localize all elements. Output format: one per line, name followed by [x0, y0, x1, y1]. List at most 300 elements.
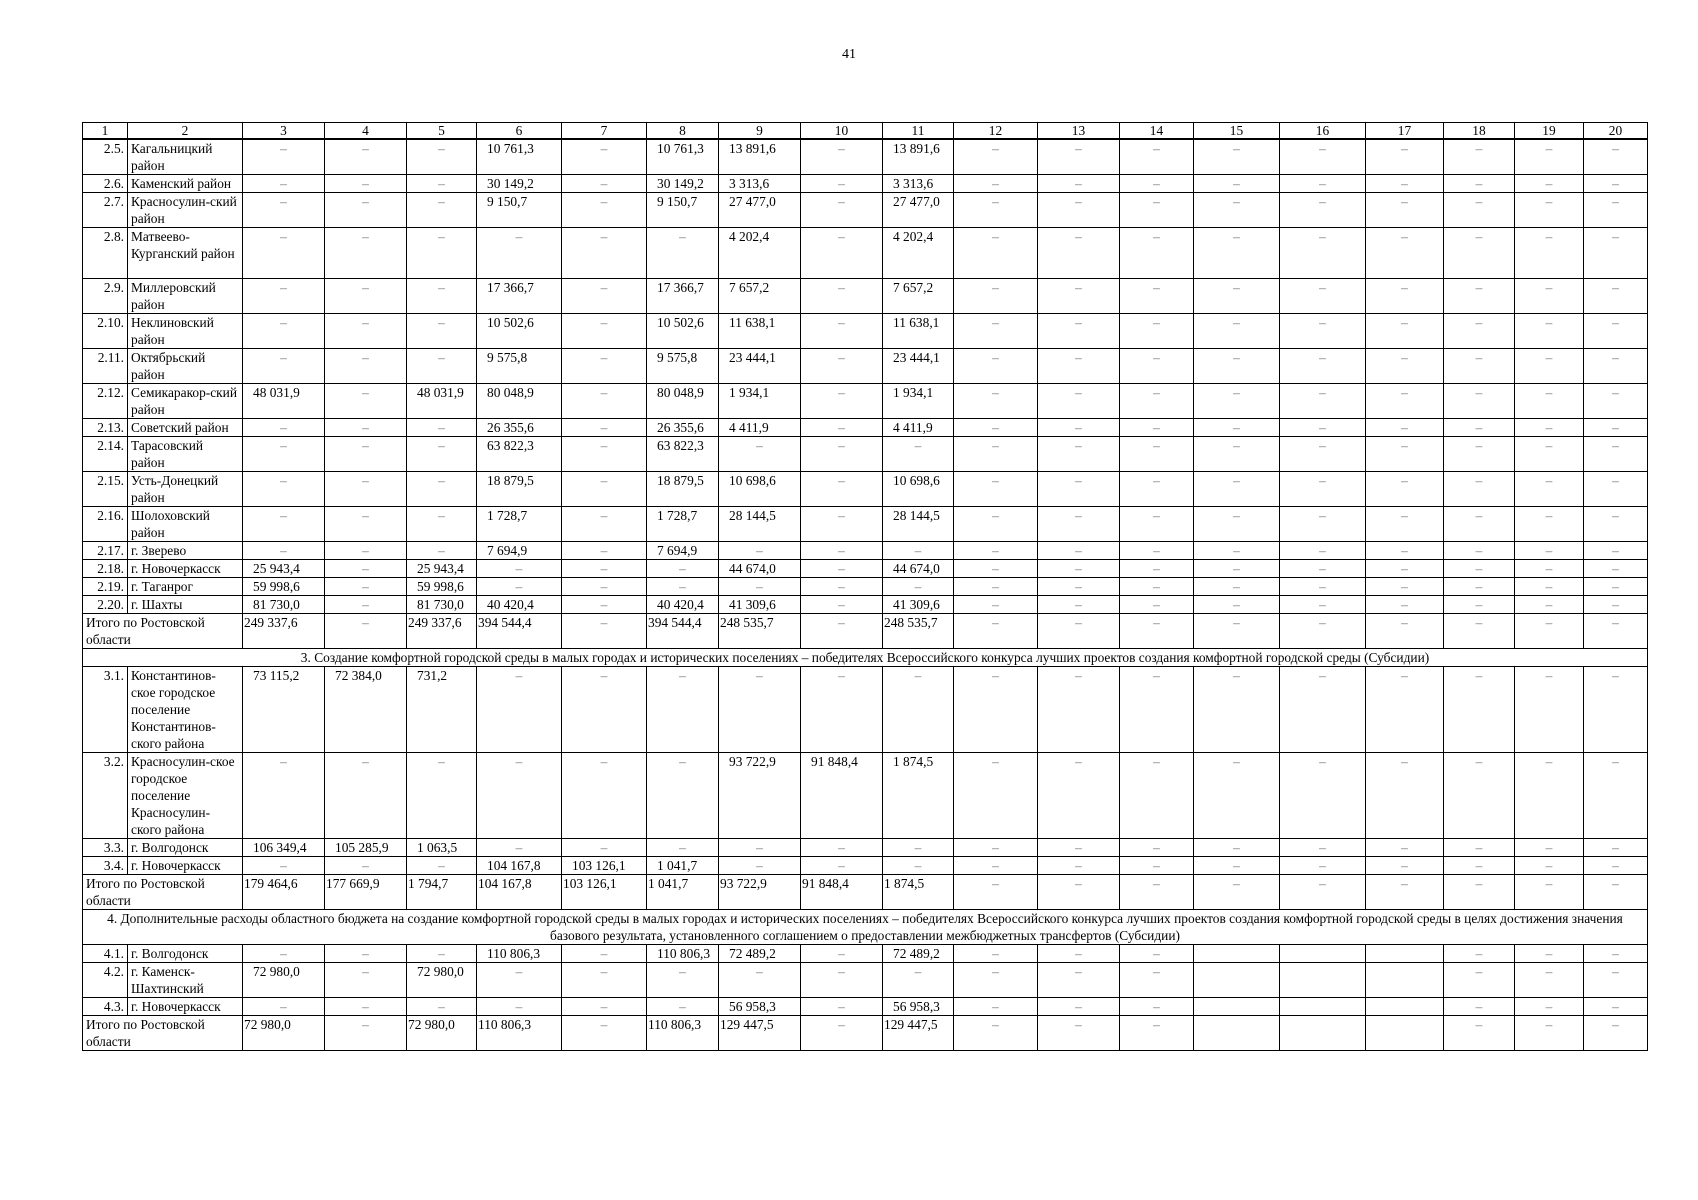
value-cell: –: [1120, 139, 1194, 175]
value-cell: –: [1515, 507, 1584, 542]
total-value-cell: –: [1515, 1016, 1584, 1051]
value-cell: –: [1280, 437, 1366, 472]
value-cell: 30 149,2: [647, 175, 719, 193]
value-cell: –: [1366, 228, 1444, 279]
value-cell: –: [719, 578, 801, 596]
value-cell: –: [1280, 228, 1366, 279]
value-cell: –: [1444, 139, 1515, 175]
value-cell: 1 063,5: [407, 839, 477, 857]
total-value-cell: 394 544,4: [477, 614, 562, 649]
value-cell: –: [954, 193, 1038, 228]
value-cell: –: [1444, 507, 1515, 542]
value-cell: –: [801, 542, 883, 560]
total-value-cell: –: [954, 614, 1038, 649]
value-cell: –: [562, 839, 647, 857]
total-value-cell: –: [325, 1016, 407, 1051]
value-cell: –: [1584, 945, 1648, 963]
value-cell: 3 313,6: [883, 175, 954, 193]
value-cell: –: [954, 945, 1038, 963]
row-number: 2.20.: [83, 596, 128, 614]
row-number: 2.13.: [83, 419, 128, 437]
value-cell: –: [1444, 945, 1515, 963]
value-cell: –: [325, 437, 407, 472]
value-cell: 4 411,9: [883, 419, 954, 437]
value-cell: 72 489,2: [883, 945, 954, 963]
value-cell: –: [1038, 998, 1120, 1016]
table-row: [83, 963, 1648, 998]
value-cell: –: [1038, 279, 1120, 314]
value-cell: [1366, 945, 1444, 963]
value-cell: –: [325, 596, 407, 614]
value-cell: –: [1120, 193, 1194, 228]
value-cell: 48 031,9: [243, 384, 325, 419]
value-cell: –: [954, 314, 1038, 349]
total-value-cell: –: [1038, 875, 1120, 910]
value-cell: –: [562, 596, 647, 614]
total-value-cell: –: [1444, 614, 1515, 649]
value-cell: –: [1280, 560, 1366, 578]
value-cell: –: [1584, 139, 1648, 175]
value-cell: 23 444,1: [719, 349, 801, 384]
table-row: [83, 175, 1648, 193]
column-number-cell: 15: [1194, 123, 1280, 140]
value-cell: –: [407, 998, 477, 1016]
value-cell: –: [801, 349, 883, 384]
value-cell: –: [1038, 963, 1120, 998]
value-cell: –: [1444, 279, 1515, 314]
value-cell: 7 694,9: [647, 542, 719, 560]
value-cell: –: [719, 839, 801, 857]
value-cell: –: [325, 857, 407, 875]
value-cell: –: [1584, 753, 1648, 839]
value-cell: 9 150,7: [477, 193, 562, 228]
value-cell: –: [1194, 578, 1280, 596]
value-cell: –: [1366, 349, 1444, 384]
value-cell: 9 150,7: [647, 193, 719, 228]
row-number: 2.15.: [83, 472, 128, 507]
value-cell: –: [1194, 349, 1280, 384]
value-cell: –: [243, 857, 325, 875]
value-cell: –: [1515, 753, 1584, 839]
value-cell: –: [1280, 384, 1366, 419]
value-cell: –: [954, 507, 1038, 542]
total-value-cell: –: [562, 614, 647, 649]
value-cell: –: [954, 419, 1038, 437]
value-cell: 73 115,2: [243, 667, 325, 753]
value-cell: –: [1120, 507, 1194, 542]
value-cell: –: [1515, 419, 1584, 437]
value-cell: –: [1120, 542, 1194, 560]
total-value-cell: –: [1280, 614, 1366, 649]
column-number-cell: 6: [477, 123, 562, 140]
value-cell: –: [1280, 279, 1366, 314]
total-value-cell: –: [1366, 614, 1444, 649]
value-cell: –: [1444, 596, 1515, 614]
value-cell: –: [1584, 963, 1648, 998]
value-cell: –: [1444, 175, 1515, 193]
value-cell: –: [1584, 667, 1648, 753]
value-cell: –: [243, 419, 325, 437]
value-cell: –: [325, 963, 407, 998]
value-cell: –: [1038, 384, 1120, 419]
value-cell: –: [562, 578, 647, 596]
value-cell: –: [1584, 349, 1648, 384]
value-cell: –: [1038, 139, 1120, 175]
value-cell: –: [1584, 596, 1648, 614]
value-cell: 105 285,9: [325, 839, 407, 857]
value-cell: –: [1444, 963, 1515, 998]
value-cell: 1 934,1: [883, 384, 954, 419]
row-number: 2.7.: [83, 193, 128, 228]
value-cell: –: [1120, 839, 1194, 857]
value-cell: –: [954, 139, 1038, 175]
total-value-cell: 110 806,3: [477, 1016, 562, 1051]
value-cell: –: [1584, 384, 1648, 419]
column-number-cell: 4: [325, 123, 407, 140]
row-name: г. Каменск-Шахтинский: [128, 963, 243, 998]
value-cell: –: [1194, 384, 1280, 419]
row-number: 3.2.: [83, 753, 128, 839]
value-cell: –: [647, 228, 719, 279]
value-cell: –: [801, 139, 883, 175]
value-cell: –: [1038, 437, 1120, 472]
value-cell: –: [801, 228, 883, 279]
value-cell: –: [954, 175, 1038, 193]
total-value-cell: [1280, 1016, 1366, 1051]
value-cell: –: [1280, 419, 1366, 437]
value-cell: –: [954, 384, 1038, 419]
value-cell: 103 126,1: [562, 857, 647, 875]
value-cell: –: [1515, 175, 1584, 193]
value-cell: –: [647, 963, 719, 998]
value-cell: –: [243, 228, 325, 279]
value-cell: –: [1515, 839, 1584, 857]
table-row: [83, 349, 1648, 384]
value-cell: –: [1194, 193, 1280, 228]
total-value-cell: 1 041,7: [647, 875, 719, 910]
value-cell: 1 874,5: [883, 753, 954, 839]
value-cell: –: [954, 578, 1038, 596]
value-cell: –: [1515, 349, 1584, 384]
value-cell: –: [1038, 560, 1120, 578]
total-value-cell: 394 544,4: [647, 614, 719, 649]
value-cell: –: [243, 279, 325, 314]
value-cell: –: [1584, 193, 1648, 228]
value-cell: [1194, 963, 1280, 998]
value-cell: 25 943,4: [407, 560, 477, 578]
value-cell: –: [1038, 193, 1120, 228]
value-cell: –: [1584, 228, 1648, 279]
value-cell: –: [407, 507, 477, 542]
total-value-cell: 248 535,7: [719, 614, 801, 649]
value-cell: 9 575,8: [477, 349, 562, 384]
value-cell: 81 730,0: [407, 596, 477, 614]
value-cell: –: [1584, 419, 1648, 437]
value-cell: –: [243, 945, 325, 963]
value-cell: –: [883, 667, 954, 753]
value-cell: 110 806,3: [647, 945, 719, 963]
value-cell: –: [325, 193, 407, 228]
value-cell: –: [1194, 542, 1280, 560]
row-number: 3.4.: [83, 857, 128, 875]
value-cell: 63 822,3: [647, 437, 719, 472]
value-cell: –: [243, 175, 325, 193]
value-cell: 11 638,1: [719, 314, 801, 349]
total-value-cell: –: [562, 1016, 647, 1051]
value-cell: –: [1280, 839, 1366, 857]
value-cell: –: [243, 507, 325, 542]
value-cell: –: [1120, 384, 1194, 419]
value-cell: [1280, 945, 1366, 963]
value-cell: –: [1194, 667, 1280, 753]
value-cell: –: [562, 228, 647, 279]
value-cell: –: [1280, 596, 1366, 614]
value-cell: –: [1444, 419, 1515, 437]
total-value-cell: –: [801, 614, 883, 649]
value-cell: –: [1280, 753, 1366, 839]
total-value-cell: –: [1038, 1016, 1120, 1051]
value-cell: –: [407, 945, 477, 963]
value-cell: 1 041,7: [647, 857, 719, 875]
value-cell: –: [1120, 472, 1194, 507]
total-value-cell: 1 874,5: [883, 875, 954, 910]
value-cell: –: [719, 857, 801, 875]
section-heading-row: [83, 910, 1648, 945]
value-cell: –: [1366, 857, 1444, 875]
value-cell: –: [1366, 507, 1444, 542]
value-cell: –: [647, 839, 719, 857]
value-cell: –: [719, 542, 801, 560]
row-name: г. Волгодонск: [128, 839, 243, 857]
value-cell: –: [1366, 596, 1444, 614]
value-cell: –: [801, 560, 883, 578]
value-cell: –: [407, 419, 477, 437]
value-cell: 731,2: [407, 667, 477, 753]
value-cell: –: [477, 667, 562, 753]
value-cell: –: [243, 472, 325, 507]
row-name: Шолоховский район: [128, 507, 243, 542]
value-cell: –: [801, 578, 883, 596]
value-cell: –: [243, 437, 325, 472]
value-cell: –: [325, 175, 407, 193]
value-cell: –: [562, 139, 647, 175]
value-cell: –: [325, 998, 407, 1016]
value-cell: 13 891,6: [719, 139, 801, 175]
value-cell: –: [1366, 384, 1444, 419]
value-cell: –: [1280, 349, 1366, 384]
column-number-cell: 13: [1038, 123, 1120, 140]
value-cell: –: [954, 349, 1038, 384]
value-cell: –: [1280, 507, 1366, 542]
value-cell: –: [801, 998, 883, 1016]
value-cell: –: [1038, 228, 1120, 279]
value-cell: –: [1515, 578, 1584, 596]
value-cell: –: [1280, 175, 1366, 193]
value-cell: –: [801, 839, 883, 857]
total-value-cell: 72 980,0: [407, 1016, 477, 1051]
row-name: г. Волгодонск: [128, 945, 243, 963]
value-cell: –: [1280, 139, 1366, 175]
value-cell: –: [1584, 279, 1648, 314]
value-cell: 30 149,2: [477, 175, 562, 193]
value-cell: –: [1366, 472, 1444, 507]
value-cell: 56 958,3: [719, 998, 801, 1016]
value-cell: 7 657,2: [883, 279, 954, 314]
value-cell: –: [647, 667, 719, 753]
value-cell: 44 674,0: [883, 560, 954, 578]
value-cell: 48 031,9: [407, 384, 477, 419]
value-cell: 28 144,5: [883, 507, 954, 542]
value-cell: –: [562, 175, 647, 193]
value-cell: –: [562, 384, 647, 419]
column-number-cell: 14: [1120, 123, 1194, 140]
value-cell: –: [477, 228, 562, 279]
table-row: [83, 945, 1648, 963]
value-cell: –: [1515, 998, 1584, 1016]
value-cell: –: [1120, 998, 1194, 1016]
value-cell: –: [562, 753, 647, 839]
value-cell: –: [1584, 507, 1648, 542]
value-cell: –: [954, 560, 1038, 578]
row-name: Семикаракор-ский район: [128, 384, 243, 419]
value-cell: –: [562, 542, 647, 560]
value-cell: –: [1038, 542, 1120, 560]
value-cell: –: [1515, 945, 1584, 963]
value-cell: –: [1194, 507, 1280, 542]
value-cell: –: [647, 578, 719, 596]
value-cell: –: [1366, 542, 1444, 560]
table-row: [83, 314, 1648, 349]
value-cell: 4 411,9: [719, 419, 801, 437]
value-cell: –: [1280, 667, 1366, 753]
total-value-cell: 249 337,6: [407, 614, 477, 649]
value-cell: –: [407, 437, 477, 472]
section-heading: 4. Дополнительные расходы областного бюджета на создание комфортной городской среды в малых городах и исторических поселениях – победителях Всероссийского конкурса лучших проектов создания комфортной городской среды в целях достижения значения базового результата, установленного соглашением о предоставлении межбюджетных трансфертов (Субсидии): [83, 910, 1648, 945]
value-cell: –: [1366, 279, 1444, 314]
value-cell: –: [1194, 437, 1280, 472]
row-name: г. Шахты: [128, 596, 243, 614]
table-row: [83, 578, 1648, 596]
value-cell: 40 420,4: [647, 596, 719, 614]
value-cell: –: [1120, 175, 1194, 193]
value-cell: –: [801, 963, 883, 998]
budget-table: [82, 122, 1648, 1051]
total-value-cell: 104 167,8: [477, 875, 562, 910]
table-row: [83, 857, 1648, 875]
value-cell: –: [1038, 753, 1120, 839]
value-cell: –: [954, 857, 1038, 875]
value-cell: 56 958,3: [883, 998, 954, 1016]
value-cell: –: [562, 963, 647, 998]
value-cell: –: [801, 175, 883, 193]
value-cell: 27 477,0: [719, 193, 801, 228]
value-cell: –: [325, 753, 407, 839]
value-cell: –: [1515, 437, 1584, 472]
total-label: Итого по Ростовской области: [83, 875, 243, 910]
value-cell: –: [1444, 472, 1515, 507]
row-number: 2.9.: [83, 279, 128, 314]
value-cell: –: [1444, 667, 1515, 753]
total-value-cell: –: [1120, 875, 1194, 910]
value-cell: –: [1444, 542, 1515, 560]
value-cell: –: [719, 667, 801, 753]
total-value-cell: –: [1584, 875, 1648, 910]
value-cell: –: [1366, 193, 1444, 228]
value-cell: 59 998,6: [243, 578, 325, 596]
value-cell: –: [1444, 314, 1515, 349]
value-cell: –: [1515, 472, 1584, 507]
value-cell: –: [1194, 314, 1280, 349]
value-cell: 1 728,7: [477, 507, 562, 542]
value-cell: –: [954, 542, 1038, 560]
table-row: [83, 998, 1648, 1016]
value-cell: –: [1194, 857, 1280, 875]
column-number-cell: 2: [128, 123, 243, 140]
value-cell: –: [1120, 857, 1194, 875]
value-cell: 13 891,6: [883, 139, 954, 175]
value-cell: –: [801, 193, 883, 228]
column-number-cell: 18: [1444, 123, 1515, 140]
value-cell: –: [1366, 578, 1444, 596]
table-row: [83, 596, 1648, 614]
section-heading: 3. Создание комфортной городской среды в малых городах и исторических поселениях – победителях Всероссийского конкурса лучших проектов создания комфортной городской среды (Субсидии): [83, 649, 1648, 667]
table-row: [83, 839, 1648, 857]
value-cell: 93 722,9: [719, 753, 801, 839]
total-value-cell: 179 464,6: [243, 875, 325, 910]
row-number: 2.14.: [83, 437, 128, 472]
table-row: [83, 384, 1648, 419]
row-name: Тарасовский район: [128, 437, 243, 472]
row-name: Советский район: [128, 419, 243, 437]
value-cell: 7 694,9: [477, 542, 562, 560]
value-cell: 18 879,5: [477, 472, 562, 507]
value-cell: –: [1515, 542, 1584, 560]
table-row: [83, 507, 1648, 542]
value-cell: –: [801, 384, 883, 419]
value-cell: 3 313,6: [719, 175, 801, 193]
value-cell: 80 048,9: [477, 384, 562, 419]
total-value-cell: –: [801, 1016, 883, 1051]
value-cell: 10 761,3: [477, 139, 562, 175]
value-cell: –: [1038, 596, 1120, 614]
value-cell: –: [1120, 596, 1194, 614]
table-row: [83, 542, 1648, 560]
value-cell: –: [407, 314, 477, 349]
row-name: Неклиновский район: [128, 314, 243, 349]
value-cell: –: [1120, 279, 1194, 314]
column-number-cell: 9: [719, 123, 801, 140]
value-cell: –: [325, 384, 407, 419]
value-cell: –: [562, 279, 647, 314]
value-cell: –: [954, 596, 1038, 614]
value-cell: –: [801, 419, 883, 437]
value-cell: –: [325, 507, 407, 542]
value-cell: [1194, 998, 1280, 1016]
total-value-cell: –: [1515, 875, 1584, 910]
value-cell: 81 730,0: [243, 596, 325, 614]
value-cell: –: [1366, 175, 1444, 193]
value-cell: –: [325, 542, 407, 560]
value-cell: –: [477, 753, 562, 839]
value-cell: 106 349,4: [243, 839, 325, 857]
row-number: 4.1.: [83, 945, 128, 963]
total-value-cell: 93 722,9: [719, 875, 801, 910]
table-row: [83, 437, 1648, 472]
value-cell: –: [562, 945, 647, 963]
table-row: [83, 419, 1648, 437]
value-cell: –: [1584, 175, 1648, 193]
row-number: 2.11.: [83, 349, 128, 384]
